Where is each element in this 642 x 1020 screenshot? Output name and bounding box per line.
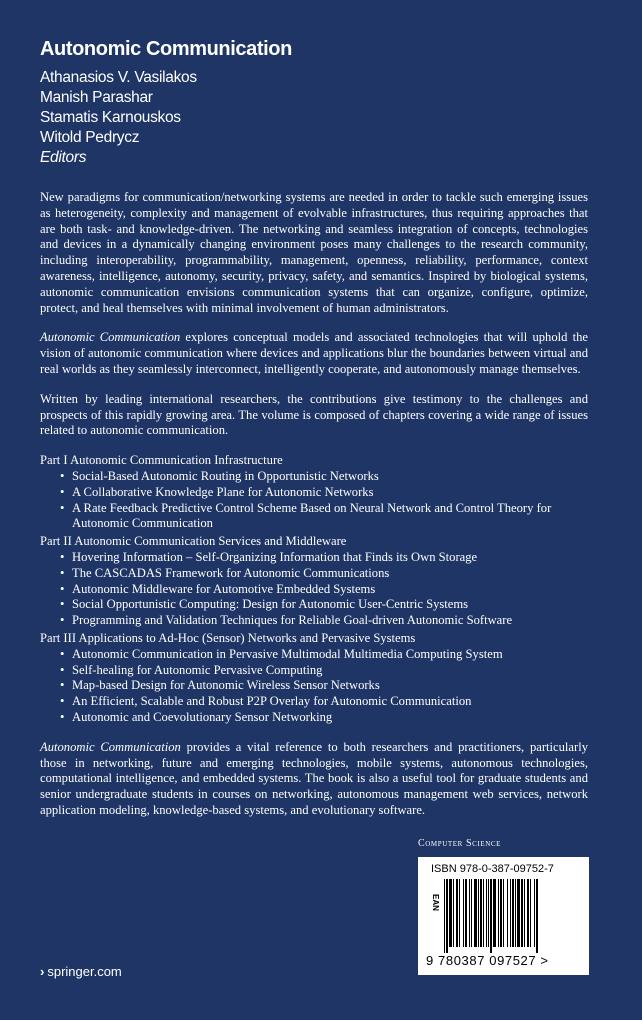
barcode-bar bbox=[503, 879, 504, 947]
chapter-item: • Autonomic and Coevolutionary Sensor Networking bbox=[60, 710, 588, 726]
barcode-bar bbox=[517, 879, 520, 947]
barcode-bar bbox=[527, 879, 529, 947]
chapter-item: • Autonomic Communication in Pervasive Multimodal Multimedia Computing System bbox=[60, 647, 588, 663]
ean-label: EAN bbox=[431, 894, 440, 911]
barcode-bar bbox=[483, 879, 484, 947]
barcode-bar bbox=[490, 879, 492, 953]
blurb bbox=[40, 190, 588, 819]
editors-block bbox=[40, 68, 197, 168]
barcode-bar bbox=[459, 879, 460, 947]
barcode-bar bbox=[500, 879, 502, 947]
chapter-item: • Self-healing for Autonomic Pervasive Computing bbox=[60, 663, 588, 679]
part-title: Part II Autonomic Communication Services and Middleware bbox=[40, 534, 347, 549]
contributors-paragraph: Written by leading international researchers, the contributions give testimony to the challenges and prospects of this rapidly growing area. The volume is composed of chapters covering a wide range of issues related to autonomic communication. bbox=[40, 391, 588, 438]
chapter-item: • Map-based Design for Autonomic Wireless Sensor Networks bbox=[60, 678, 588, 694]
editor-name: Stamatis Karnouskos bbox=[40, 109, 181, 126]
barcode-bar bbox=[524, 879, 525, 947]
barcode-bar bbox=[530, 879, 531, 947]
editor-name: Athanasios V. Vasilakos bbox=[40, 69, 197, 86]
barcode-bar bbox=[521, 879, 523, 947]
barcode-bar bbox=[471, 879, 472, 947]
barcode-bar bbox=[493, 879, 496, 947]
barcode-bar bbox=[536, 879, 538, 953]
intro-paragraph: New paradigms for communication/networking systems are needed in order to tackle such emerging issues as heterogeneity, complexity and management of evolvable infrastructures, thus requiring approaches that are both task- and knowledge-driven. The networking and seamless integration of concepts, technologies and devices in a dynamically changing environment poses many challenges to the research community, including interoperability, programmability, management, openness, reliability, performance, context awareness, intelligence, autonomy, security, privacy, safety, and semantics. Inspired by biological systems, autonomic communication envisions communication systems that can organize, configure, optimize, protect, and heal themselves with minimal involvement of human administrators. bbox=[40, 190, 588, 315]
book-title: Autonomic Communication bbox=[40, 38, 292, 60]
audience-text: provides a vital reference to both researchers and practitioners, particularly those in networking, future and emerging technologies, mobile systems, autonomous technologies, computational intelligence, and embedded systems. The book is also a useful tool for graduate students and senior undergraduate students in courses on networking, autonomous management web services, network application modeling, knowledge-based systems, and evolutionary software. bbox=[40, 739, 588, 817]
barcode-bar bbox=[498, 879, 499, 947]
barcode-bar bbox=[512, 879, 514, 947]
barcode-bar bbox=[444, 879, 445, 953]
barcode-bar bbox=[507, 879, 508, 947]
chapter-item: • The CASCADAS Framework for Autonomic Communications bbox=[60, 566, 588, 582]
subject-category: Computer Science bbox=[418, 838, 502, 849]
book-title-italic: Autonomic Communication bbox=[40, 330, 181, 345]
ean-digits: 9 780387 097527 > bbox=[426, 953, 549, 968]
chapter-item: • Social Opportunistic Computing: Design for Autonomic User-Centric Systems bbox=[60, 597, 588, 613]
barcode-bar bbox=[534, 879, 535, 947]
barcode-bar bbox=[488, 879, 489, 947]
part-title: Part III Applications to Ad-Hoc (Sensor) Networks and Pervasive Systems bbox=[40, 630, 416, 645]
barcode-bar bbox=[515, 879, 516, 947]
barcode-bar bbox=[446, 879, 448, 953]
barcode-bar bbox=[469, 879, 470, 947]
chapter-item: • A Rate Feedback Predictive Control Scheme Based on Neural Network and Control Theory for Autonomic Communication bbox=[60, 501, 588, 533]
scope-text: explores conceptual models and associated technologies that will uphold the vision of autonomic communication where devices and applications blur the boundaries between virtual and real worlds as they seamlessly interconnect, intelligently cooperate, and autonomously manage themselves. bbox=[40, 330, 588, 376]
isbn: ISBN 978-0-387-09752-7 bbox=[431, 863, 554, 875]
scope-paragraph bbox=[40, 330, 588, 377]
editor-name: Manish Parashar bbox=[40, 89, 153, 106]
editor-name: Witold Pedrycz bbox=[40, 129, 140, 146]
chapter-item: • Autonomic Middleware for Automotive Embedded Systems bbox=[60, 582, 588, 598]
chapter-item: • Hovering Information – Self-Organizing Information that Finds its Own Storage bbox=[60, 550, 588, 566]
barcode-box bbox=[418, 857, 589, 975]
barcode-bar bbox=[463, 879, 464, 947]
barcode-bar bbox=[480, 879, 482, 947]
barcode-bar bbox=[449, 879, 452, 947]
audience-paragraph bbox=[40, 740, 588, 819]
barcode-bar bbox=[510, 879, 511, 947]
publisher-url: springer.com bbox=[47, 964, 122, 979]
barcode-bar bbox=[456, 879, 458, 947]
barcode-icon bbox=[444, 879, 576, 953]
chapter-item: • Social-Based Autonomic Routing in Opportunistic Networks bbox=[60, 469, 588, 485]
chevron-right-icon: › bbox=[40, 964, 45, 979]
chapter-item: • A Collaborative Knowledge Plane for Autonomic Networks bbox=[60, 485, 588, 501]
part-title: Part I Autonomic Communication Infrastructure bbox=[40, 453, 283, 468]
book-title-italic: Autonomic Communication bbox=[40, 739, 181, 754]
publisher-link[interactable] bbox=[40, 964, 122, 979]
barcode-bar bbox=[474, 879, 477, 947]
table-of-contents bbox=[40, 453, 588, 726]
chapter-item: • An Efficient, Scalable and Robust P2P Overlay for Autonomic Communication bbox=[60, 694, 588, 710]
barcode-bar bbox=[486, 879, 487, 947]
barcode-bar bbox=[465, 879, 467, 947]
barcode-bar bbox=[453, 879, 454, 947]
editors-role: Editors bbox=[40, 149, 87, 166]
barcode-bar bbox=[478, 879, 479, 947]
chapter-item: • Programming and Validation Techniques for Reliable Goal-driven Autonomic Software bbox=[60, 613, 588, 629]
